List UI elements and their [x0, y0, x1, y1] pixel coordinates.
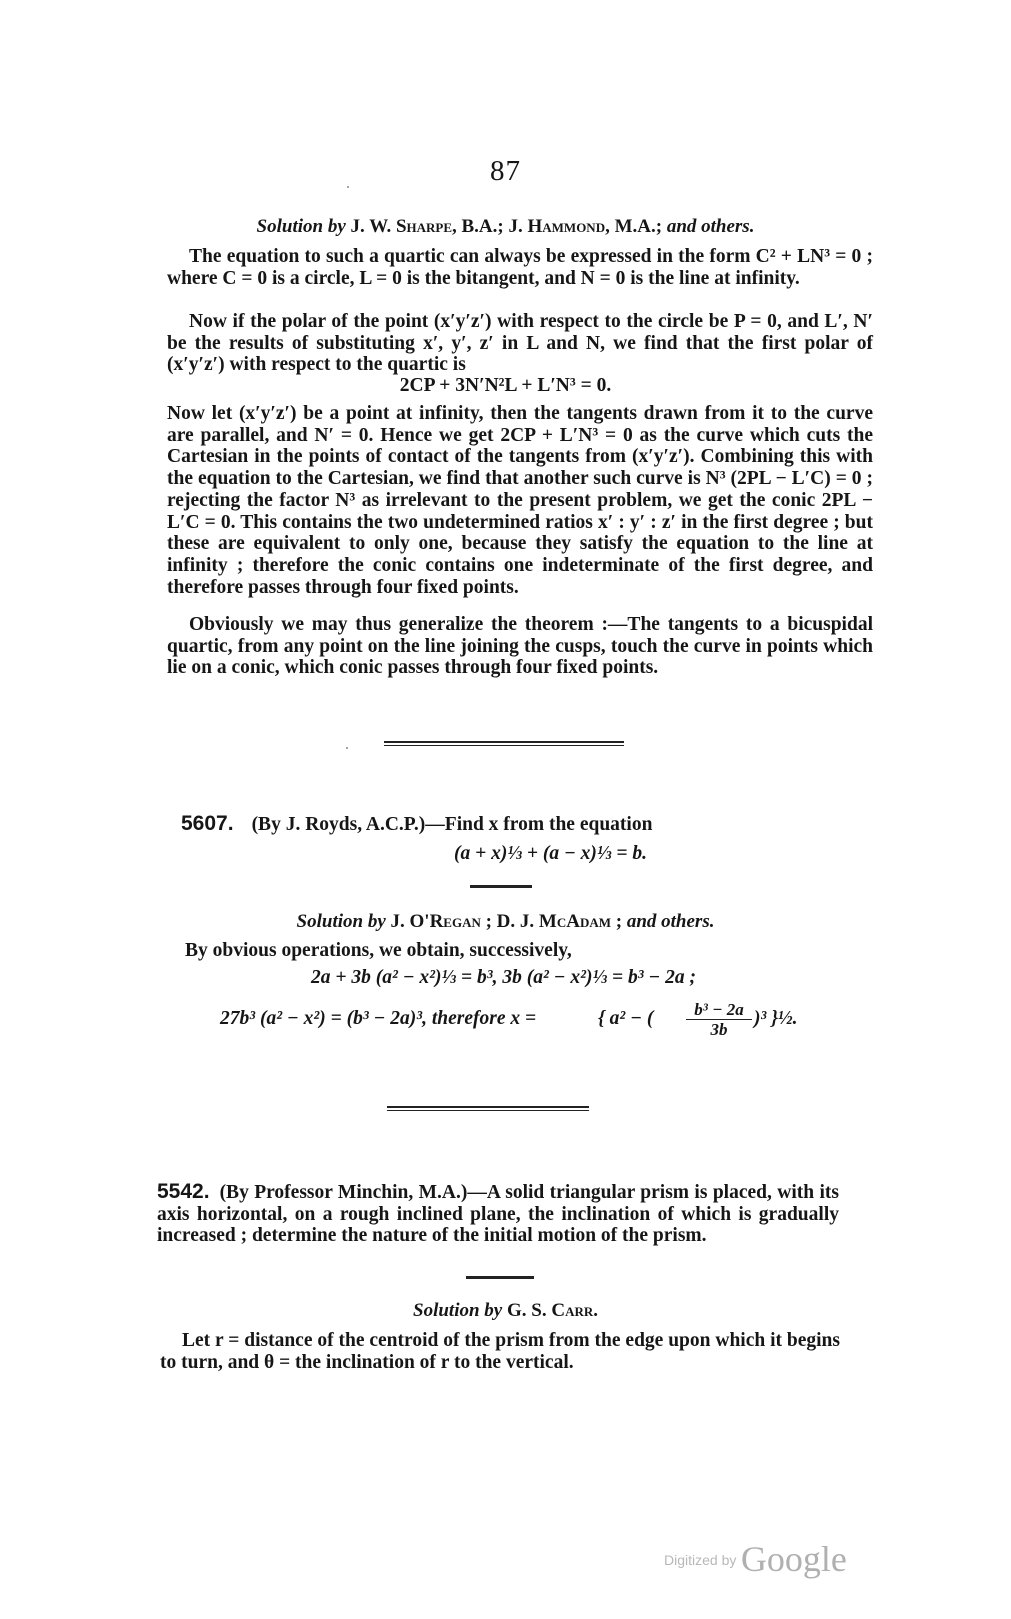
- solution-heading: [0, 216, 1011, 238]
- solution-intro: By obvious operations, we obtain, successively,: [185, 940, 572, 961]
- solution-by-label: Solution by: [413, 1300, 503, 1321]
- solution-paragraph-4: Obviously we may thus generalize the theorem :—The tangents to a bicuspidal quartic, from any point on the line joining the cusps, touch the curve in points which lie on a conic, which conic passes through four fixed points.: [167, 614, 873, 679]
- solution-paragraph: Let r = distance of the centroid of the prism from the edge upon which it begins to turn, and θ = the inclination of r to the vertical.: [160, 1330, 840, 1373]
- solution-paragraph-3: Now let (x′y′z′) be a point at infinity, then the tangents drawn from it to the curve are parallel, and N′ = 0. Hence we get 2CP + L′N³ = 0 as the curve which cuts the Cartesian in the points of contact of the tangents from (x′y′z′). Combining this with the equation to the Cartesian, we find that another such curve is N³ (2PL − L′C) = 0 ; rejecting the factor N³ as irrelevant to the present problem, we get the conic 2PL − L′C = 0. This contains the two undetermined ratios x′ : y′ : z′ in the first degree ; but these are equivalent to only one, because they satisfy the equation to the line at infinity ; therefore the conic contains one indeterminate of the first degree, and therefore passes through four fixed points.: [167, 403, 873, 598]
- solution-heading: [0, 1300, 1011, 1322]
- line2-left: 27b³ (a² − x²) = (b³ − 2a)³, therefore x =: [220, 1008, 537, 1029]
- problem-5607-equation: (a + x)⅓ + (a − x)⅓ = b.: [453, 843, 647, 864]
- problem-text: (By Professor Minchin, M.A.)—A solid triangular prism is placed, with its axis horizontal, on a rough inclined plane, the inclination of which is gradually increased ; determine the nature of the initial motion of the prism.: [157, 1182, 839, 1247]
- solution-line-1: 2a + 3b (a² − x²)⅓ = b³, 3b (a² − x²)⅓ = b³ − 2a ;: [311, 967, 696, 988]
- solution-by-label: Solution by: [296, 911, 386, 932]
- fraction: [686, 1000, 752, 1039]
- problem-5607-statement: [181, 812, 652, 836]
- problem-text: (By J. Royds, A.C.P.)—Find x from the equation: [251, 814, 653, 835]
- problem-number: 5607.: [181, 812, 234, 835]
- solution-by-label: Solution by: [256, 216, 346, 237]
- digitized-watermark: [664, 1538, 847, 1580]
- solution-authors: G. S. Carr.: [507, 1300, 598, 1321]
- solution-paragraph-2: Now if the polar of the point (x′y′z′) with respect to the circle be P = 0, and L′, N′ be the results of substituting x′, y′, z′ in L and N, we find that the first polar of (x′y′z′) with respect to the quartic is: [167, 311, 873, 376]
- short-rule: [470, 885, 532, 888]
- problem-number: 5542.: [157, 1180, 210, 1203]
- solution-others-label: and others.: [626, 911, 715, 932]
- speck: [346, 747, 348, 749]
- solution-authors: J. W. Sharpe, B.A.; J. Hammond, M.A.;: [350, 216, 663, 237]
- fraction-numerator: b³ − 2a: [686, 1000, 752, 1020]
- solution-heading: [0, 911, 1011, 933]
- page-number: 87: [490, 155, 521, 187]
- google-logo: Google: [740, 1539, 847, 1579]
- fraction-denominator: 3b: [710, 1020, 728, 1039]
- solution-paragraph-1: The equation to such a quartic can always be expressed in the form C² + LN³ = 0 ; where C = 0 is a circle, L = 0 is the bitangent, and N = 0 is the line at infinity.: [167, 246, 873, 289]
- section-divider: [387, 1106, 589, 1111]
- speck: [347, 186, 349, 188]
- watermark-prefix: Digitized by: [664, 1552, 737, 1568]
- first-polar-formula: 2CP + 3N′N²L + L′N³ = 0.: [399, 375, 612, 396]
- solution-others-label: and others.: [666, 216, 755, 237]
- line2-post: )³ }½.: [754, 1008, 798, 1029]
- section-divider: [384, 741, 624, 746]
- solution-authors: J. O'Regan ; D. J. McAdam ;: [390, 911, 623, 932]
- short-rule: [466, 1276, 534, 1279]
- solution-line-2: [220, 1000, 820, 1044]
- line2-pre: { a² − (: [598, 1008, 654, 1029]
- problem-5542-statement: [157, 1181, 839, 1247]
